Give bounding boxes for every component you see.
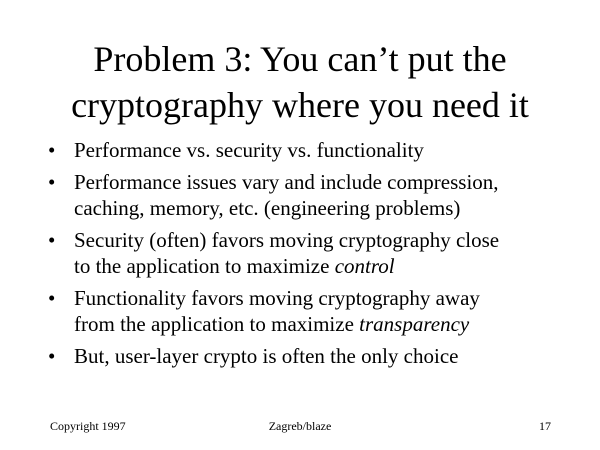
bullet-text: But, user-layer crypto is often the only choice bbox=[74, 344, 459, 368]
footer-copyright: Copyright 1997 bbox=[50, 419, 126, 433]
bullet-text: Security (often) favors moving cryptography close bbox=[74, 228, 500, 252]
footer-author: Zagreb/blaze bbox=[268, 419, 332, 433]
bullet-marker: • bbox=[48, 344, 56, 368]
bullet-text-continued: caching, memory, etc. (engineering problems) bbox=[74, 196, 461, 220]
bullet-text-continued bbox=[74, 311, 588, 337]
bullet-marker: • bbox=[48, 170, 56, 194]
bullet-item-performance-issues bbox=[48, 169, 588, 221]
bullet-text-prefix: to the application to maximize bbox=[74, 254, 335, 278]
bullet-item-functionality-favors bbox=[48, 285, 588, 337]
bullet-item-security-favors bbox=[48, 227, 588, 279]
bullet-list bbox=[48, 137, 588, 375]
bullet-emphasis-control: control bbox=[334, 254, 395, 278]
bullet-text: Performance issues vary and include compression, bbox=[74, 170, 499, 194]
slide-title bbox=[0, 36, 600, 128]
bullet-text: Performance vs. security vs. functionality bbox=[74, 138, 424, 162]
slide-title-line-2: cryptography where you need it bbox=[71, 85, 529, 125]
bullet-emphasis-transparency: transparency bbox=[359, 312, 470, 336]
slide-title-line-1: Problem 3: You can’t put the bbox=[93, 39, 507, 79]
bullet-text: Functionality favors moving cryptography away bbox=[74, 286, 480, 310]
footer-page-number: 17 bbox=[539, 419, 551, 433]
bullet-marker: • bbox=[48, 138, 56, 162]
bullet-text-continued bbox=[74, 253, 588, 279]
bullet-marker: • bbox=[48, 228, 56, 252]
bullet-marker: • bbox=[48, 286, 56, 310]
bullet-item-performance-vs-security bbox=[48, 137, 588, 163]
bullet-item-user-layer-crypto bbox=[48, 343, 588, 369]
bullet-text-prefix: from the application to maximize bbox=[74, 312, 360, 336]
